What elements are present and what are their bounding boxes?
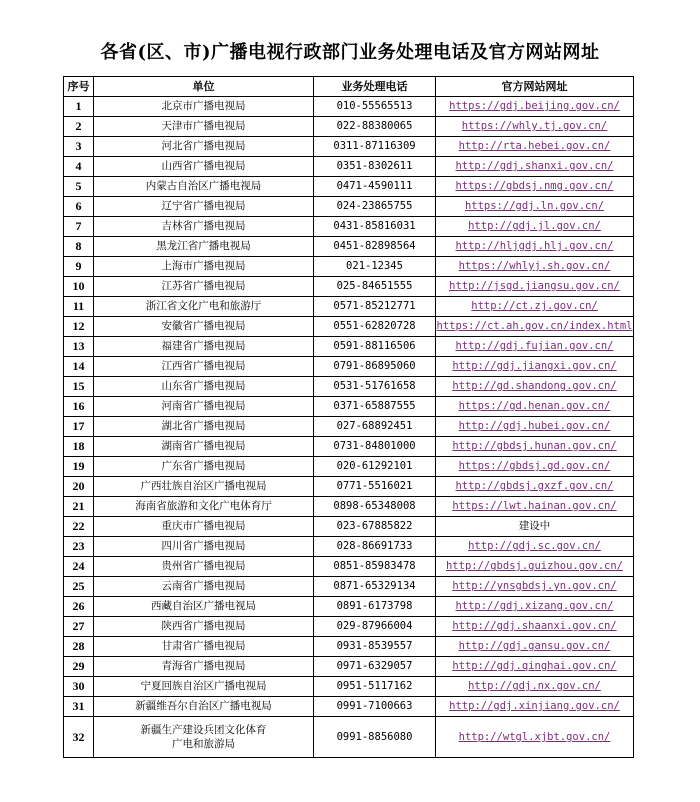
website-link[interactable]: https://gbdsj.nmg.gov.cn/ — [455, 180, 614, 192]
table-row — [64, 717, 634, 758]
unit-name: 湖南省广播电视局 — [94, 437, 314, 457]
table-row — [64, 357, 634, 377]
website-link[interactable]: http://gdj.shaanxi.gov.cn/ — [452, 620, 617, 632]
website-link[interactable]: http://gdj.fujian.gov.cn/ — [455, 340, 614, 352]
unit-name: 贵州省广播电视局 — [94, 557, 314, 577]
phone-number: 0891-6173798 — [314, 597, 436, 617]
website-cell — [436, 397, 634, 417]
website-link[interactable]: http://gdj.shanxi.gov.cn/ — [455, 160, 614, 172]
table-row — [64, 477, 634, 497]
row-number: 24 — [64, 557, 94, 577]
website-link[interactable]: http://ct.zj.gov.cn/ — [471, 300, 598, 312]
unit-name: 江苏省广播电视局 — [94, 277, 314, 297]
row-number: 32 — [64, 717, 94, 758]
unit-name: 北京市广播电视局 — [94, 97, 314, 117]
website-cell — [436, 697, 634, 717]
website-cell — [436, 597, 634, 617]
phone-number: 0531-51761658 — [314, 377, 436, 397]
phone-number: 0991-7100663 — [314, 697, 436, 717]
unit-name: 陕西省广播电视局 — [94, 617, 314, 637]
table-row — [64, 677, 634, 697]
website-cell — [436, 217, 634, 237]
table-row — [64, 297, 634, 317]
unit-name: 重庆市广播电视局 — [94, 517, 314, 537]
website-link[interactable]: http://gdj.sc.gov.cn/ — [468, 540, 601, 552]
row-number: 1 — [64, 97, 94, 117]
row-number: 16 — [64, 397, 94, 417]
header-seq: 序号 — [64, 77, 94, 97]
row-number: 19 — [64, 457, 94, 477]
website-link[interactable]: http://gdj.xizang.gov.cn/ — [455, 600, 614, 612]
table-row — [64, 157, 634, 177]
unit-name: 新疆生产建设兵团文化体育 广电和旅游局 — [94, 717, 314, 758]
table-row — [64, 657, 634, 677]
row-number: 25 — [64, 577, 94, 597]
table-row — [64, 597, 634, 617]
website-cell — [436, 157, 634, 177]
website-link[interactable]: http://gdj.xinjiang.gov.cn/ — [449, 700, 620, 712]
table-row — [64, 257, 634, 277]
table-row — [64, 537, 634, 557]
phone-number: 0351-8302611 — [314, 157, 436, 177]
table-row — [64, 137, 634, 157]
unit-name: 广东省广播电视局 — [94, 457, 314, 477]
row-number: 18 — [64, 437, 94, 457]
table-row — [64, 177, 634, 197]
unit-name: 青海省广播电视局 — [94, 657, 314, 677]
phone-number: 028-86691733 — [314, 537, 436, 557]
website-link[interactable]: http://gbdsj.gxzf.gov.cn/ — [455, 480, 614, 492]
unit-name: 河北省广播电视局 — [94, 137, 314, 157]
website-cell — [436, 657, 634, 677]
phone-number: 022-88380065 — [314, 117, 436, 137]
phone-number: 0731-84801000 — [314, 437, 436, 457]
contact-table — [63, 76, 634, 758]
website-link[interactable]: http://hljgdj.hlj.gov.cn/ — [455, 240, 614, 252]
phone-number: 025-84651555 — [314, 277, 436, 297]
phone-number: 0771-5516021 — [314, 477, 436, 497]
row-number: 9 — [64, 257, 94, 277]
website-cell — [436, 517, 634, 537]
phone-number: 0431-85816031 — [314, 217, 436, 237]
unit-name: 四川省广播电视局 — [94, 537, 314, 557]
website-cell — [436, 277, 634, 297]
phone-number: 021-12345 — [314, 257, 436, 277]
phone-number: 024-23865755 — [314, 197, 436, 217]
phone-number: 0571-85212771 — [314, 297, 436, 317]
phone-number: 0991-8856080 — [314, 717, 436, 758]
table-row — [64, 457, 634, 477]
website-link[interactable]: http://gbdsj.guizhou.gov.cn/ — [445, 560, 623, 572]
unit-name: 宁夏回族自治区广播电视局 — [94, 677, 314, 697]
unit-name: 浙江省文化广电和旅游厅 — [94, 297, 314, 317]
website-cell — [436, 557, 634, 577]
phone-number: 0851-85983478 — [314, 557, 436, 577]
phone-number: 0898-65348008 — [314, 497, 436, 517]
website-link[interactable]: http://gdj.qinghai.gov.cn/ — [452, 660, 617, 672]
website-cell — [436, 137, 634, 157]
website-cell — [436, 637, 634, 657]
row-number: 13 — [64, 337, 94, 357]
table-row — [64, 317, 634, 337]
website-cell — [436, 617, 634, 637]
table-row — [64, 217, 634, 237]
table-row — [64, 337, 634, 357]
row-number: 29 — [64, 657, 94, 677]
unit-name: 河南省广播电视局 — [94, 397, 314, 417]
table-row — [64, 437, 634, 457]
row-number: 23 — [64, 537, 94, 557]
table-row — [64, 417, 634, 437]
website-link[interactable]: http://gdj.jl.gov.cn/ — [468, 220, 601, 232]
website-link[interactable]: http://jsgd.jiangsu.gov.cn/ — [449, 280, 620, 292]
row-number: 4 — [64, 157, 94, 177]
phone-number: 0311-87116309 — [314, 137, 436, 157]
row-number: 2 — [64, 117, 94, 137]
unit-name: 福建省广播电视局 — [94, 337, 314, 357]
phone-number: 0791-86895060 — [314, 357, 436, 377]
row-number: 11 — [64, 297, 94, 317]
website-cell — [436, 717, 634, 758]
table-row — [64, 637, 634, 657]
website-cell — [436, 477, 634, 497]
table-row — [64, 237, 634, 257]
unit-name: 江西省广播电视局 — [94, 357, 314, 377]
website-link[interactable]: https://whly.tj.gov.cn/ — [461, 120, 608, 132]
row-number: 12 — [64, 317, 94, 337]
unit-name: 广西壮族自治区广播电视局 — [94, 477, 314, 497]
unit-name: 天津市广播电视局 — [94, 117, 314, 137]
website-cell — [436, 577, 634, 597]
website-link[interactable]: http://gdj.hubei.gov.cn/ — [458, 420, 611, 432]
row-number: 8 — [64, 237, 94, 257]
website-link[interactable]: http://rta.hebei.gov.cn/ — [458, 140, 611, 152]
website-cell — [436, 297, 634, 317]
website-link[interactable]: http://wtgl.xjbt.gov.cn/ — [458, 731, 611, 743]
table-row — [64, 697, 634, 717]
row-number: 15 — [64, 377, 94, 397]
table-row — [64, 557, 634, 577]
row-number: 27 — [64, 617, 94, 637]
phone-number: 0471-4590111 — [314, 177, 436, 197]
website-link[interactable]: https://gdj.ln.gov.cn/ — [464, 200, 605, 212]
table-row — [64, 117, 634, 137]
unit-name: 吉林省广播电视局 — [94, 217, 314, 237]
website-cell — [436, 677, 634, 697]
website-link[interactable]: http://gdj.nx.gov.cn/ — [468, 680, 601, 692]
website-cell — [436, 337, 634, 357]
website-link[interactable]: http://gbdsj.hunan.gov.cn/ — [452, 440, 617, 452]
website-link[interactable]: http://gdj.jiangxi.gov.cn/ — [452, 360, 617, 372]
header-unit: 单位 — [94, 77, 314, 97]
row-number: 5 — [64, 177, 94, 197]
unit-name: 甘肃省广播电视局 — [94, 637, 314, 657]
row-number: 30 — [64, 677, 94, 697]
unit-name: 黑龙江省广播电视局 — [94, 237, 314, 257]
table-header-row — [64, 77, 634, 97]
unit-name: 辽宁省广播电视局 — [94, 197, 314, 217]
row-number: 14 — [64, 357, 94, 377]
website-link[interactable]: https://gd.henan.gov.cn/ — [458, 400, 611, 412]
phone-number: 027-68892451 — [314, 417, 436, 437]
phone-number: 0371-65887555 — [314, 397, 436, 417]
phone-number: 020-61292101 — [314, 457, 436, 477]
website-cell — [436, 377, 634, 397]
unit-name: 海南省旅游和文化广电体育厅 — [94, 497, 314, 517]
unit-name: 内蒙古自治区广播电视局 — [94, 177, 314, 197]
website-link[interactable]: https://lwt.hainan.gov.cn/ — [452, 500, 617, 512]
phone-number: 0951-5117162 — [314, 677, 436, 697]
table-row — [64, 497, 634, 517]
website-link[interactable]: http://gd.shandong.gov.cn/ — [452, 380, 617, 392]
unit-name: 西藏自治区广播电视局 — [94, 597, 314, 617]
row-number: 20 — [64, 477, 94, 497]
row-number: 26 — [64, 597, 94, 617]
website-cell — [436, 537, 634, 557]
unit-name: 山西省广播电视局 — [94, 157, 314, 177]
unit-name: 上海市广播电视局 — [94, 257, 314, 277]
website-cell — [436, 97, 634, 117]
website-cell — [436, 457, 634, 477]
table-row — [64, 517, 634, 537]
website-cell — [436, 257, 634, 277]
unit-name: 新疆维吾尔自治区广播电视局 — [94, 697, 314, 717]
website-link[interactable]: https://gdj.beijing.gov.cn/ — [449, 100, 620, 112]
page-title: 各省(区、市)广播电视行政部门业务处理电话及官方网站网址 — [100, 42, 600, 63]
website-link[interactable]: http://gdj.gansu.gov.cn/ — [458, 640, 611, 652]
website-link[interactable]: https://whlyj.sh.gov.cn/ — [458, 260, 611, 272]
row-number: 28 — [64, 637, 94, 657]
table-row — [64, 97, 634, 117]
table-row — [64, 197, 634, 217]
table-row — [64, 377, 634, 397]
row-number: 7 — [64, 217, 94, 237]
phone-number: 0971-6329057 — [314, 657, 436, 677]
unit-name: 云南省广播电视局 — [94, 577, 314, 597]
website-link[interactable]: https://ct.ah.gov.cn/index.html — [436, 320, 633, 332]
unit-name: 湖北省广播电视局 — [94, 417, 314, 437]
phone-number: 023-67885822 — [314, 517, 436, 537]
row-number: 3 — [64, 137, 94, 157]
website-cell — [436, 417, 634, 437]
phone-number: 0451-82898564 — [314, 237, 436, 257]
row-number: 6 — [64, 197, 94, 217]
website-cell — [436, 437, 634, 457]
website-cell — [436, 237, 634, 257]
website-cell — [436, 177, 634, 197]
website-link[interactable]: https://gbdsj.gd.gov.cn/ — [458, 460, 611, 472]
phone-number: 0591-88116506 — [314, 337, 436, 357]
header-site: 官方网站网址 — [436, 77, 634, 97]
row-number: 21 — [64, 497, 94, 517]
header-phone: 业务处理电话 — [314, 77, 436, 97]
website-status: 建设中 — [518, 520, 551, 532]
website-link[interactable]: http://ynsgbdsj.yn.gov.cn/ — [452, 580, 617, 592]
website-cell — [436, 497, 634, 517]
unit-name: 安徽省广播电视局 — [94, 317, 314, 337]
row-number: 17 — [64, 417, 94, 437]
table-row — [64, 277, 634, 297]
row-number: 22 — [64, 517, 94, 537]
row-number: 31 — [64, 697, 94, 717]
website-cell — [436, 357, 634, 377]
website-cell — [436, 117, 634, 137]
table-row — [64, 397, 634, 417]
table-row — [64, 617, 634, 637]
row-number: 10 — [64, 277, 94, 297]
phone-number: 029-87966004 — [314, 617, 436, 637]
phone-number: 0551-62820728 — [314, 317, 436, 337]
phone-number: 010-55565513 — [314, 97, 436, 117]
website-cell — [436, 317, 634, 337]
phone-number: 0931-8539557 — [314, 637, 436, 657]
unit-name: 山东省广播电视局 — [94, 377, 314, 397]
phone-number: 0871-65329134 — [314, 577, 436, 597]
website-cell — [436, 197, 634, 217]
table-row — [64, 577, 634, 597]
